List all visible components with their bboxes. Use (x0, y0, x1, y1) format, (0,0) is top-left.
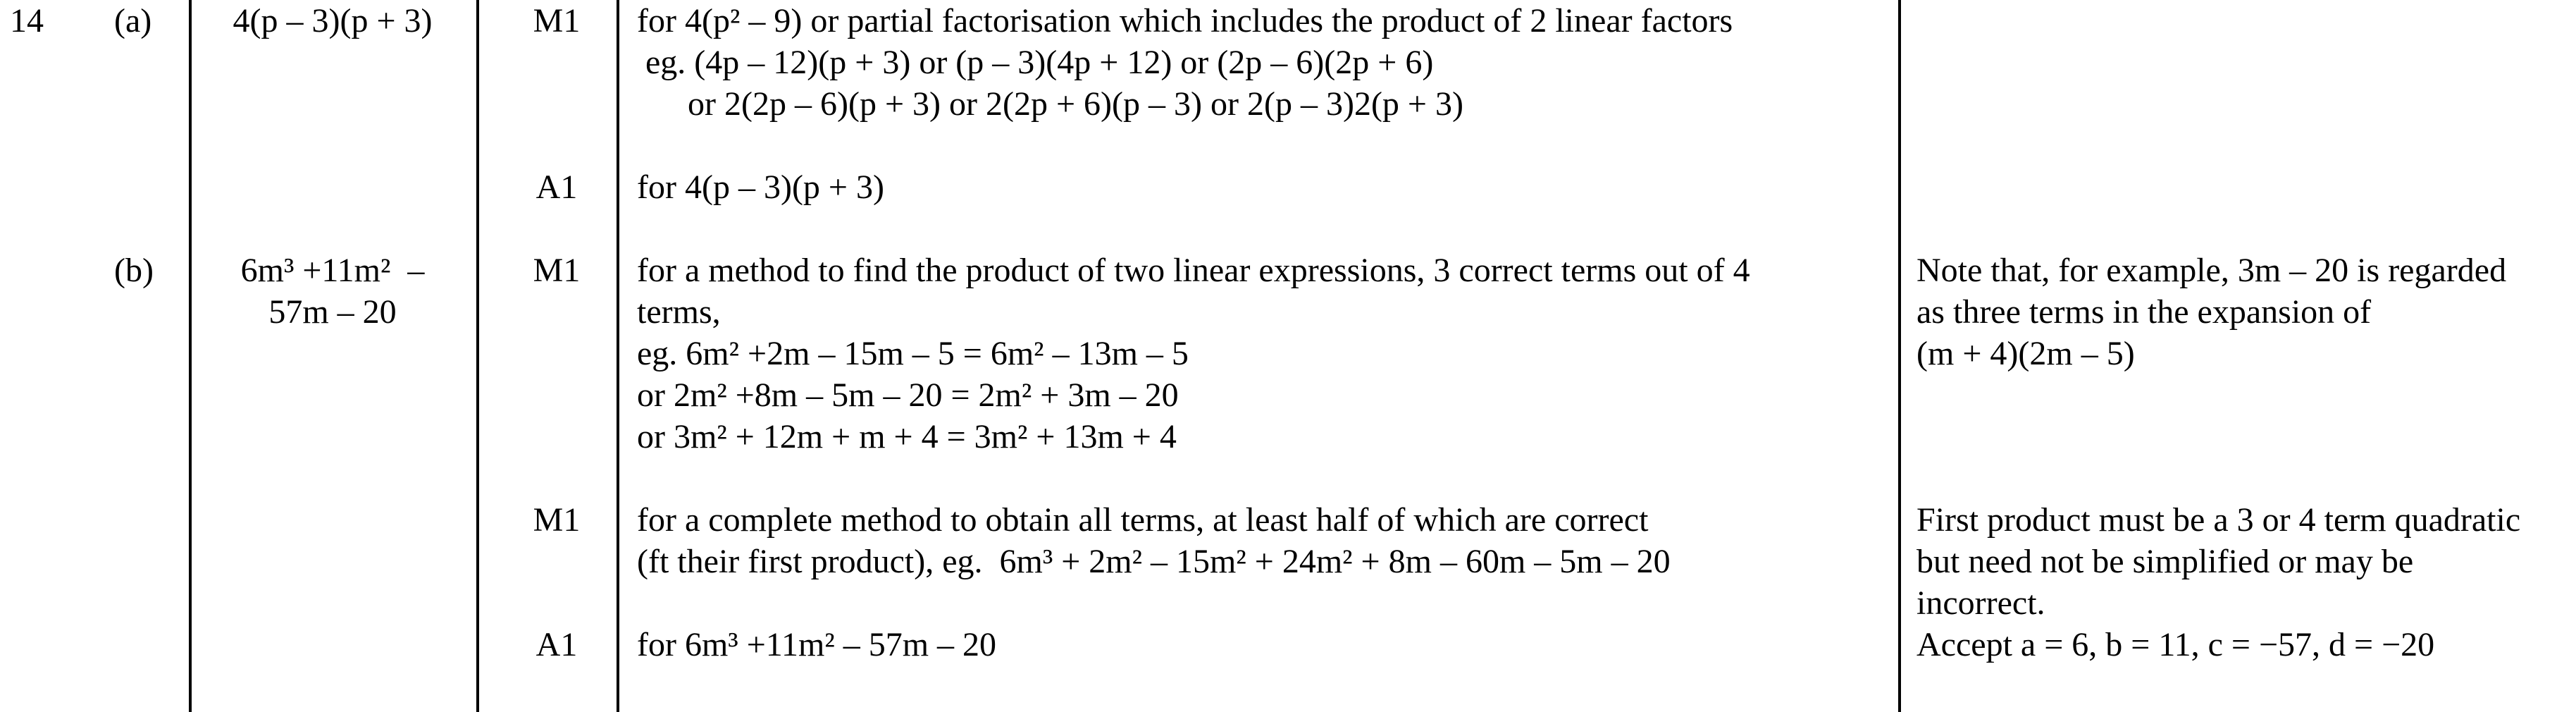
part-a-m1-note-line-1: for 4(p² – 9) or partial factorisation which includes the product of 2 linear factors (637, 2, 1733, 39)
part-b-m1-first-right-note-line-2: as three terms in the expansion of (1916, 293, 2372, 331)
part-a-m1-note-line-3: or 2(2p – 6)(p + 3) or 2(2p + 6)(p – 3) or 2(p – 3)2(p + 3) (637, 85, 1463, 123)
part-b-m1-second-note-line-2: (ft their first product), eg. 6m³ + 2m² – 15m² + 24m² + 8m – 60m – 5m – 20 (637, 543, 1671, 580)
part-b-m1-first-right-note-line-3: (m + 4)(2m – 5) (1916, 335, 2135, 372)
divider-answer-left (189, 0, 192, 712)
part-b-m1-second-right-note-line-3: incorrect. (1916, 584, 2045, 622)
part-b-m1-first-note-line-5: or 3m² + 12m + m + 4 = 3m² + 13m + 4 (637, 418, 1177, 455)
part-a-mark-a1: A1 (535, 168, 578, 206)
divider-marks-right (617, 0, 619, 712)
part-b-a1-note-line-1: for 6m³ +11m² – 57m – 20 (637, 626, 997, 663)
divider-answer-right (476, 0, 479, 712)
part-b-m1-first-right-note-line-1: Note that, for example, 3m – 20 is regarded (1916, 252, 2507, 289)
part-b-mark-m1-second: M1 (533, 501, 581, 539)
part-b-m1-second-right-note-line-2: but need not be simplified or may be (1916, 543, 2414, 580)
part-b-a1-right-note-line-1: Accept a = 6, b = 11, c = −57, d = −20 (1916, 626, 2435, 663)
part-b-m1-second-right-note-line-1: First product must be a 3 or 4 term quadratic (1916, 501, 2521, 539)
part-b-m1-first-note-line-4: or 2m² +8m – 5m – 20 = 2m² + 3m – 20 (637, 376, 1179, 414)
part-b-m1-first-note-line-1: for a method to find the product of two linear expressions, 3 correct terms out of 4 (637, 252, 1750, 289)
part-a-m1-note-line-2: eg. (4p – 12)(p + 3) or (p – 3)(4p + 12) or (2p – 6)(2p + 6) (637, 44, 1434, 81)
part-b-answer-line-1: 6m³ +11m² – (240, 252, 425, 289)
divider-notes-right (1898, 0, 1901, 712)
part-a-label: (a) (114, 2, 152, 39)
part-a-answer: 4(p – 3)(p + 3) (233, 2, 433, 39)
part-a-a1-note-line-1: for 4(p – 3)(p + 3) (637, 168, 884, 206)
part-b-mark-a1: A1 (535, 626, 578, 663)
part-b-label: (b) (114, 252, 154, 289)
part-b-m1-second-note-line-1: for a complete method to obtain all terms, at least half of which are correct (637, 501, 1649, 539)
part-a-mark-m1: M1 (533, 2, 581, 39)
part-b-m1-first-note-line-2: terms, (637, 293, 721, 331)
part-b-m1-first-note-line-3: eg. 6m² +2m – 15m – 5 = 6m² – 13m – 5 (637, 335, 1189, 372)
question-number: 14 (10, 2, 44, 39)
part-b-answer-line-2: 57m – 20 (268, 293, 397, 331)
part-b-mark-m1-first: M1 (533, 252, 581, 289)
